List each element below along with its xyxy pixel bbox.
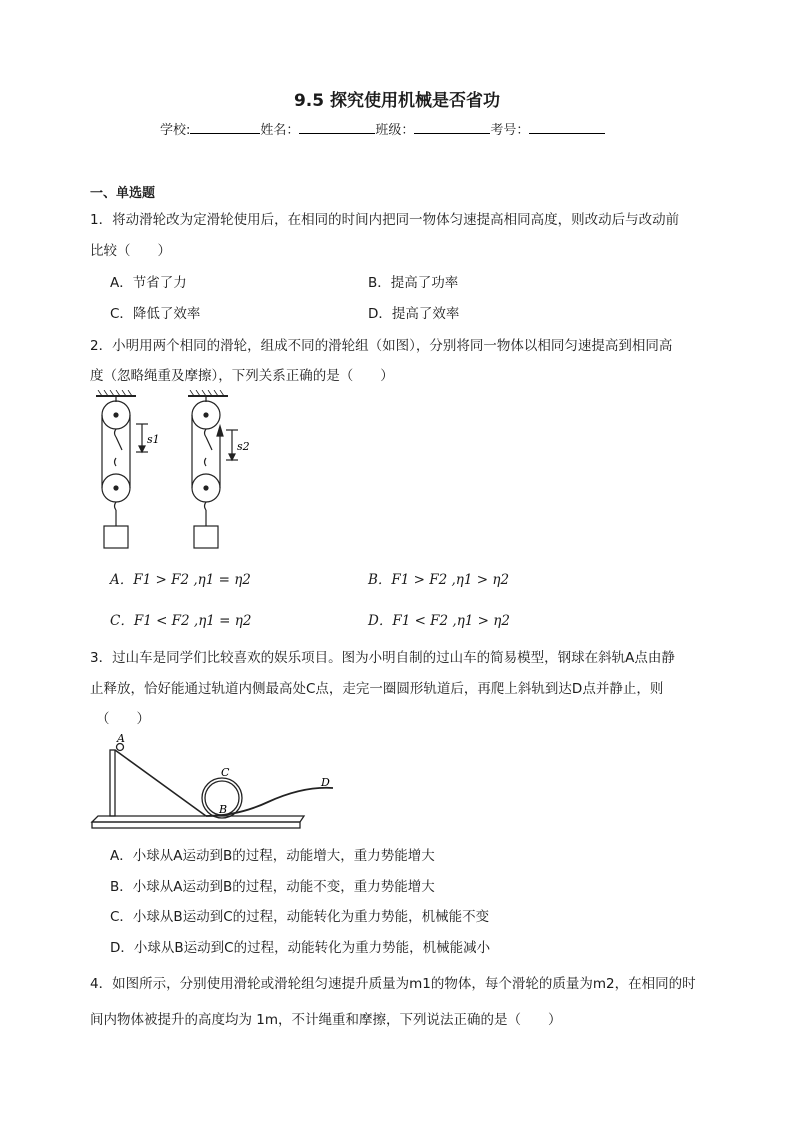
q2-stem-line2: 度（忽略绳重及摩擦），下列关系正确的是（ ）: [90, 368, 394, 384]
q1-option-d[interactable]: D．提高了效率: [368, 306, 460, 322]
number-blank[interactable]: [529, 121, 605, 134]
q4-stem-line2: 间内物体被提升的高度均为 1m，不计绳重和摩擦，下列说法正确的是（ ）: [90, 1012, 562, 1028]
class-label: 班级：: [375, 123, 415, 138]
q1-stem-line2: 比较（ ）: [90, 243, 171, 259]
roller-coaster-figure: [88, 730, 348, 834]
name-label: 姓名：: [260, 123, 300, 138]
number-label: 考号：: [490, 123, 530, 138]
q1-option-c[interactable]: C．降低了效率: [110, 306, 201, 322]
label-d: D: [321, 776, 330, 789]
label-s2: s2: [237, 440, 250, 453]
school-blank[interactable]: [190, 121, 260, 134]
page-title: 9.5 探究使用机械是否省功: [293, 91, 501, 111]
q1-stem-line1: 1．将动滑轮改为定滑轮使用后，在相同的时间内把同一物体匀速提高相同高度，则改动后与改动前: [90, 212, 680, 228]
student-info-line: [160, 119, 605, 138]
pulley-figure: [92, 390, 272, 555]
q3-option-a[interactable]: A．小球从A运动到B的过程，动能增大，重力势能增大: [110, 848, 435, 864]
q2-option-d[interactable]: D．F1 < F2 ,η1 > η2: [368, 613, 510, 629]
q2-option-a[interactable]: A．F1 > F2 ,η1 = η2: [110, 572, 251, 588]
label-c: C: [221, 766, 230, 779]
label-a: A: [117, 732, 125, 745]
q2-stem-line1: 2．小明用两个相同的滑轮，组成不同的滑轮组（如图），分别将同一物体以相同匀速提高到相同高: [90, 338, 673, 354]
q3-option-d[interactable]: D．小球从B运动到C的过程，动能转化为重力势能，机械能减小: [110, 940, 491, 956]
label-b: B: [219, 803, 228, 816]
label-s1: s1: [147, 433, 160, 446]
name-blank[interactable]: [299, 121, 375, 134]
class-blank[interactable]: [414, 121, 490, 134]
q1-option-a[interactable]: A．节省了力: [110, 275, 187, 291]
school-label: 学校:: [160, 123, 191, 138]
q4-stem-line1: 4．如图所示，分别使用滑轮或滑轮组匀速提升质量为m1的物体，每个滑轮的质量为m2，在相同的时: [90, 976, 696, 992]
q3-stem-line3: （ ）: [96, 711, 150, 727]
q3-option-b[interactable]: B．小球从A运动到B的过程，动能不变，重力势能增大: [110, 879, 435, 895]
q3-stem-line1: 3．过山车是同学们比较喜欢的娱乐项目。图为小明自制的过山车的简易模型，钢球在斜轨A点由静: [90, 650, 675, 666]
q3-stem-line2: 止释放，恰好能通过轨道内侧最高处C点，走完一圈圆形轨道后，再爬上斜轨到达D点并静止，则: [90, 681, 664, 697]
q3-option-c[interactable]: C．小球从B运动到C的过程，动能转化为重力势能，机械能不变: [110, 909, 490, 925]
section-heading: 一、单选题: [90, 186, 156, 201]
q2-option-c[interactable]: C．F1 < F2 ,η1 = η2: [110, 613, 252, 629]
q1-option-b[interactable]: B．提高了功率: [368, 275, 459, 291]
q2-option-b[interactable]: B．F1 > F2 ,η1 > η2: [368, 572, 510, 588]
